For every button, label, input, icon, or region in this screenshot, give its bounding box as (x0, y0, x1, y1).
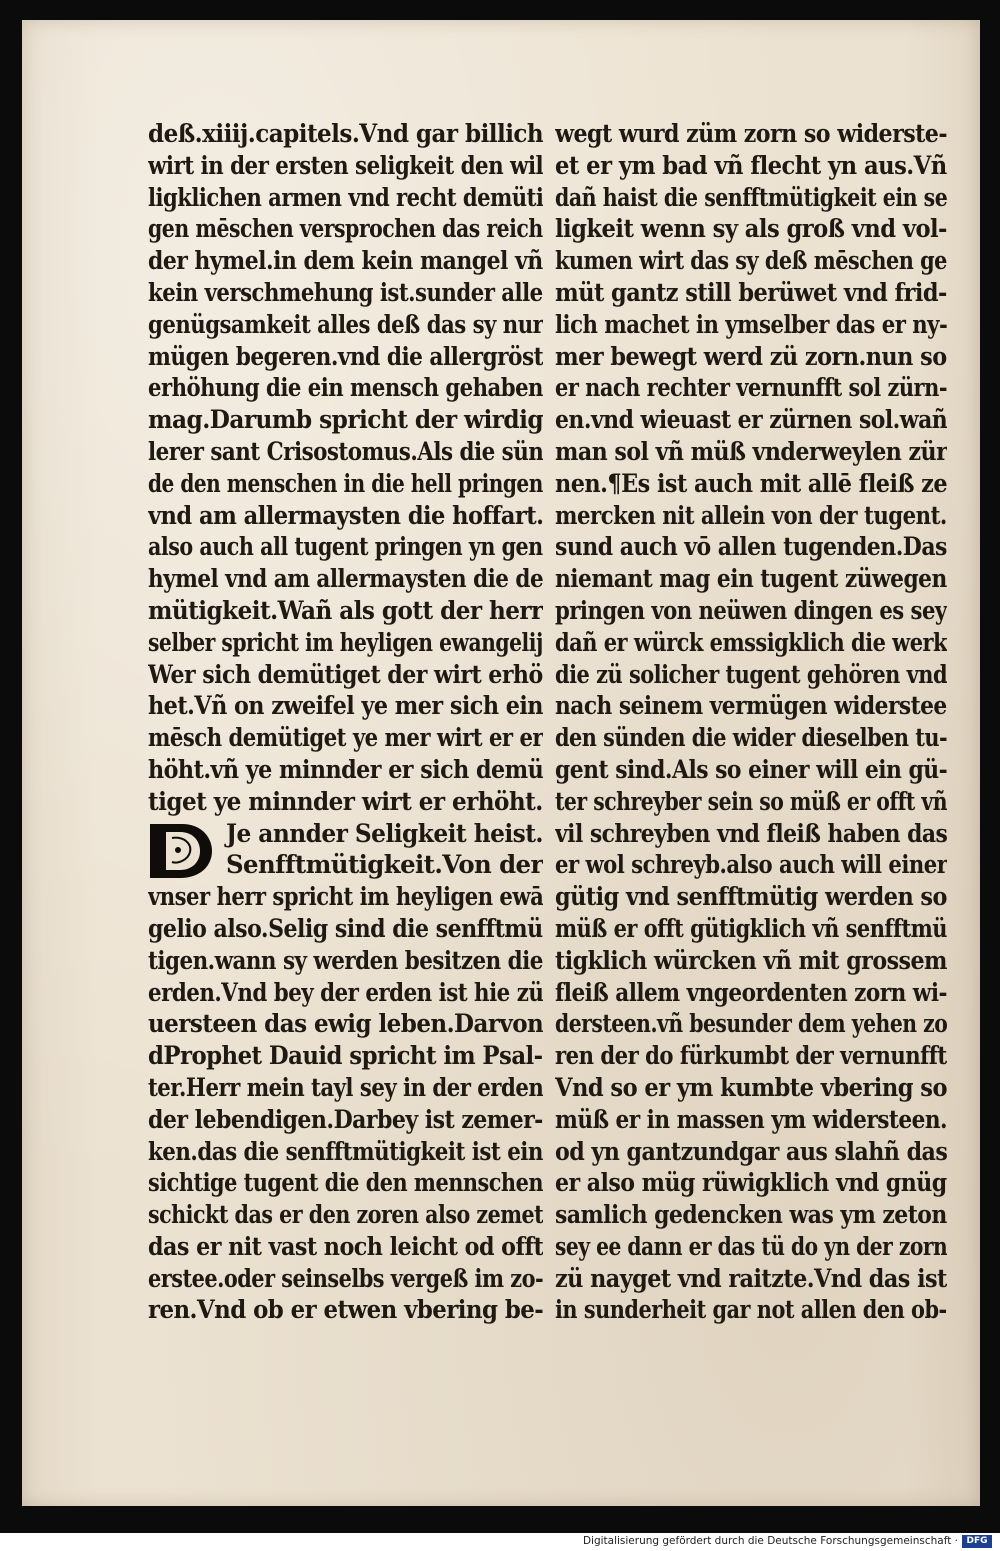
right-column-line: ligkeit wenn sy als groß vnd vol- (555, 214, 947, 244)
left-column-continued-line: vnser herr spricht im heyligen ewā (148, 882, 543, 912)
right-column-line: mer bewegt werd zü zorn.nun so (555, 341, 947, 371)
left-text-column (148, 118, 543, 1326)
right-column-line: in sunderheit gar not allen den ob- (555, 1295, 947, 1325)
right-column-line: mercken nit allein von der tugent. (555, 500, 947, 530)
right-column-line: et er ym bad vñ flecht yn aus.Vñ (555, 150, 947, 180)
right-column-lines (555, 118, 947, 1326)
right-column-line: er wol schreyb.also auch will einer (555, 850, 947, 880)
left-column-continued-line: uersteen das ewig leben.Darvon (148, 1009, 543, 1039)
right-column-line: gent sind.Als so einer will ein gü- (555, 754, 947, 784)
left-column-line: hymel vnd am allermaysten die de (148, 564, 543, 594)
left-column-continued-line: tigen.wann sy werden besitzen die (148, 945, 543, 975)
left-column-continued-line: ken.das die senfftmütigkeit ist ein (148, 1136, 543, 1166)
right-column-line: sund auch vō allen tugenden.Das (555, 532, 947, 562)
left-column-continued-line: ter.Herr mein tayl sey in der erden (148, 1072, 543, 1102)
left-column-continued-line: ren.Vnd ob er etwen vbering be- (148, 1295, 543, 1325)
left-column-line: genügsamkeit alles deß das sy nur (148, 309, 543, 339)
right-column-line: kumen wirt das sy deß mēschen ge (555, 246, 947, 276)
right-column-line: man sol vñ müß vnderweylen zür (555, 436, 947, 466)
right-column-line: nen.¶Es ist auch mit allē fleiß ze (555, 468, 947, 498)
left-column-line: ligklichen armen vnd recht demüti (148, 182, 543, 212)
right-column-line: vil schreyben vnd fleiß haben das (555, 818, 947, 848)
right-column-line: nach seinem vermügen widerstee (555, 691, 947, 721)
initial-line-2: Senfftmütigkeit.Von der (226, 850, 543, 880)
left-column-continued-line: das er nit vast noch leicht od offt (148, 1231, 543, 1261)
right-column-line: pringen von neüwen dingen es sey (555, 595, 947, 625)
right-column-line: die zü solicher tugent gehören vnd (555, 659, 947, 689)
left-column-line: tiget ye minnder wirt er erhöht. (148, 786, 543, 816)
right-text-column (555, 118, 947, 1326)
right-column-line: zü nayget vnd raitzte.Vnd das ist (555, 1263, 947, 1293)
left-column-line: wirt in der ersten seligkeit den wil (148, 150, 543, 180)
left-column-continued-line: der lebendigen.Darbey ist zemer- (148, 1104, 543, 1134)
right-column-line: er nach rechter vernunfft sol zürn- (555, 373, 947, 403)
left-column-continued-lines (148, 881, 543, 1326)
right-column-line: fleiß allem vngeordenten zorn wi- (555, 977, 947, 1007)
left-column-line: höht.vñ ye minnder er sich demü (148, 754, 543, 784)
initial-line-1: Je annder Seligkeit heist. (226, 818, 543, 848)
left-column-line: de den menschen in die hell pringen (148, 468, 543, 498)
right-column-line: dañ haist die senfftmütigkeit ein se (555, 182, 947, 212)
left-column-line: het.Vñ on zweifel ye mer sich ein (148, 691, 543, 721)
right-column-line: Vnd so er ym kumbte vbering so (555, 1072, 947, 1102)
left-column-continued-line: schickt das er den zoren also zemet (148, 1200, 543, 1230)
right-column-line: ter schreyber sein so müß er offt vñ (555, 786, 947, 816)
left-column-continued-line: erden.Vnd bey der erden ist hie zü (148, 977, 543, 1007)
right-column-line: müß er offt gütigklich vñ senfftmü (555, 913, 947, 943)
right-column-line: gütig vnd senfftmütig werden so (555, 882, 947, 912)
left-column-line: also auch all tugent pringen yn gen (148, 532, 543, 562)
initial-paragraph (148, 818, 543, 882)
left-column-continued-line: gelio also.Selig sind die senfftmü (148, 913, 543, 943)
left-column-line: mēsch demütiget ye mer wirt er er (148, 723, 543, 753)
right-column-line: dersteen.vñ besunder dem yehen zo (555, 1009, 947, 1039)
right-column-line: ren der do fürkumbt der vernunfft (555, 1041, 947, 1071)
left-column-line: mag.Darumb spricht der wirdig (148, 405, 543, 435)
right-column-line: den sünden die wider dieselben tu- (555, 723, 947, 753)
right-column-line: lich machet in ymselber das er ny- (555, 309, 947, 339)
right-column-line: müß er in massen ym widersteen. (555, 1104, 947, 1134)
decorated-initial-d-icon (144, 820, 216, 882)
right-column-line: müt gantz still berüwet vnd frid- (555, 277, 947, 307)
left-column-continued-line: sichtige tugent die den mennschen (148, 1168, 543, 1198)
left-column-line: Wer sich demütiget der wirt erhö (148, 659, 543, 689)
left-column-line: der hymel.in dem kein mangel vñ (148, 246, 543, 276)
right-column-line: niemant mag ein tugent züwegen (555, 564, 947, 594)
right-column-line: wegt wurd züm zorn so widerste- (555, 119, 947, 148)
digitization-credit: Digitalisierung gefördert durch die Deutsche Forschungsgemeinschaft · (582, 1535, 958, 1547)
left-column-line: mütigkeit.Wañ als gott der herr (148, 595, 543, 625)
right-column-line: tigklich würcken vñ mit grossem (555, 945, 947, 975)
left-column-line: gen mēschen versprochen das reich (148, 214, 543, 244)
right-column-line: samlich gedencken was ym zeton (555, 1200, 947, 1230)
left-column-line: lerer sant Crisostomus.Als die sün (148, 436, 543, 466)
right-column-line: er also müg rüwigklich vnd gnüg (555, 1168, 947, 1198)
right-column-line: dañ er würck emssigklich die werk (555, 627, 947, 657)
left-column-line: deß.xiiij.capitels.Vnd gar billich (148, 119, 543, 148)
left-column-continued-line: dProphet Dauid spricht im Psal- (148, 1041, 543, 1071)
right-column-line: en.vnd wieuast er zürnen sol.wañ (555, 405, 947, 435)
dfg-logo: DFG (962, 1535, 992, 1548)
left-column-lines (148, 118, 543, 818)
left-column-line: selber spricht im heyligen ewangelij (148, 627, 543, 657)
right-column-line: od yn gantzundgar aus slahñ das (555, 1136, 947, 1166)
left-column-line: kein verschmehung ist.sunder alle (148, 277, 543, 307)
left-column-line: vnd am allermaysten die hoffart. (148, 500, 543, 530)
right-column-line: sey ee dann er das tü do yn der zorn (555, 1231, 947, 1261)
left-column-continued-line: erstee.oder seinselbs vergeß im zo- (148, 1263, 543, 1293)
left-column-line: mügen begeren.vnd die allergröst (148, 341, 543, 371)
left-column-line: erhöhung die ein mensch gehaben (148, 373, 543, 403)
